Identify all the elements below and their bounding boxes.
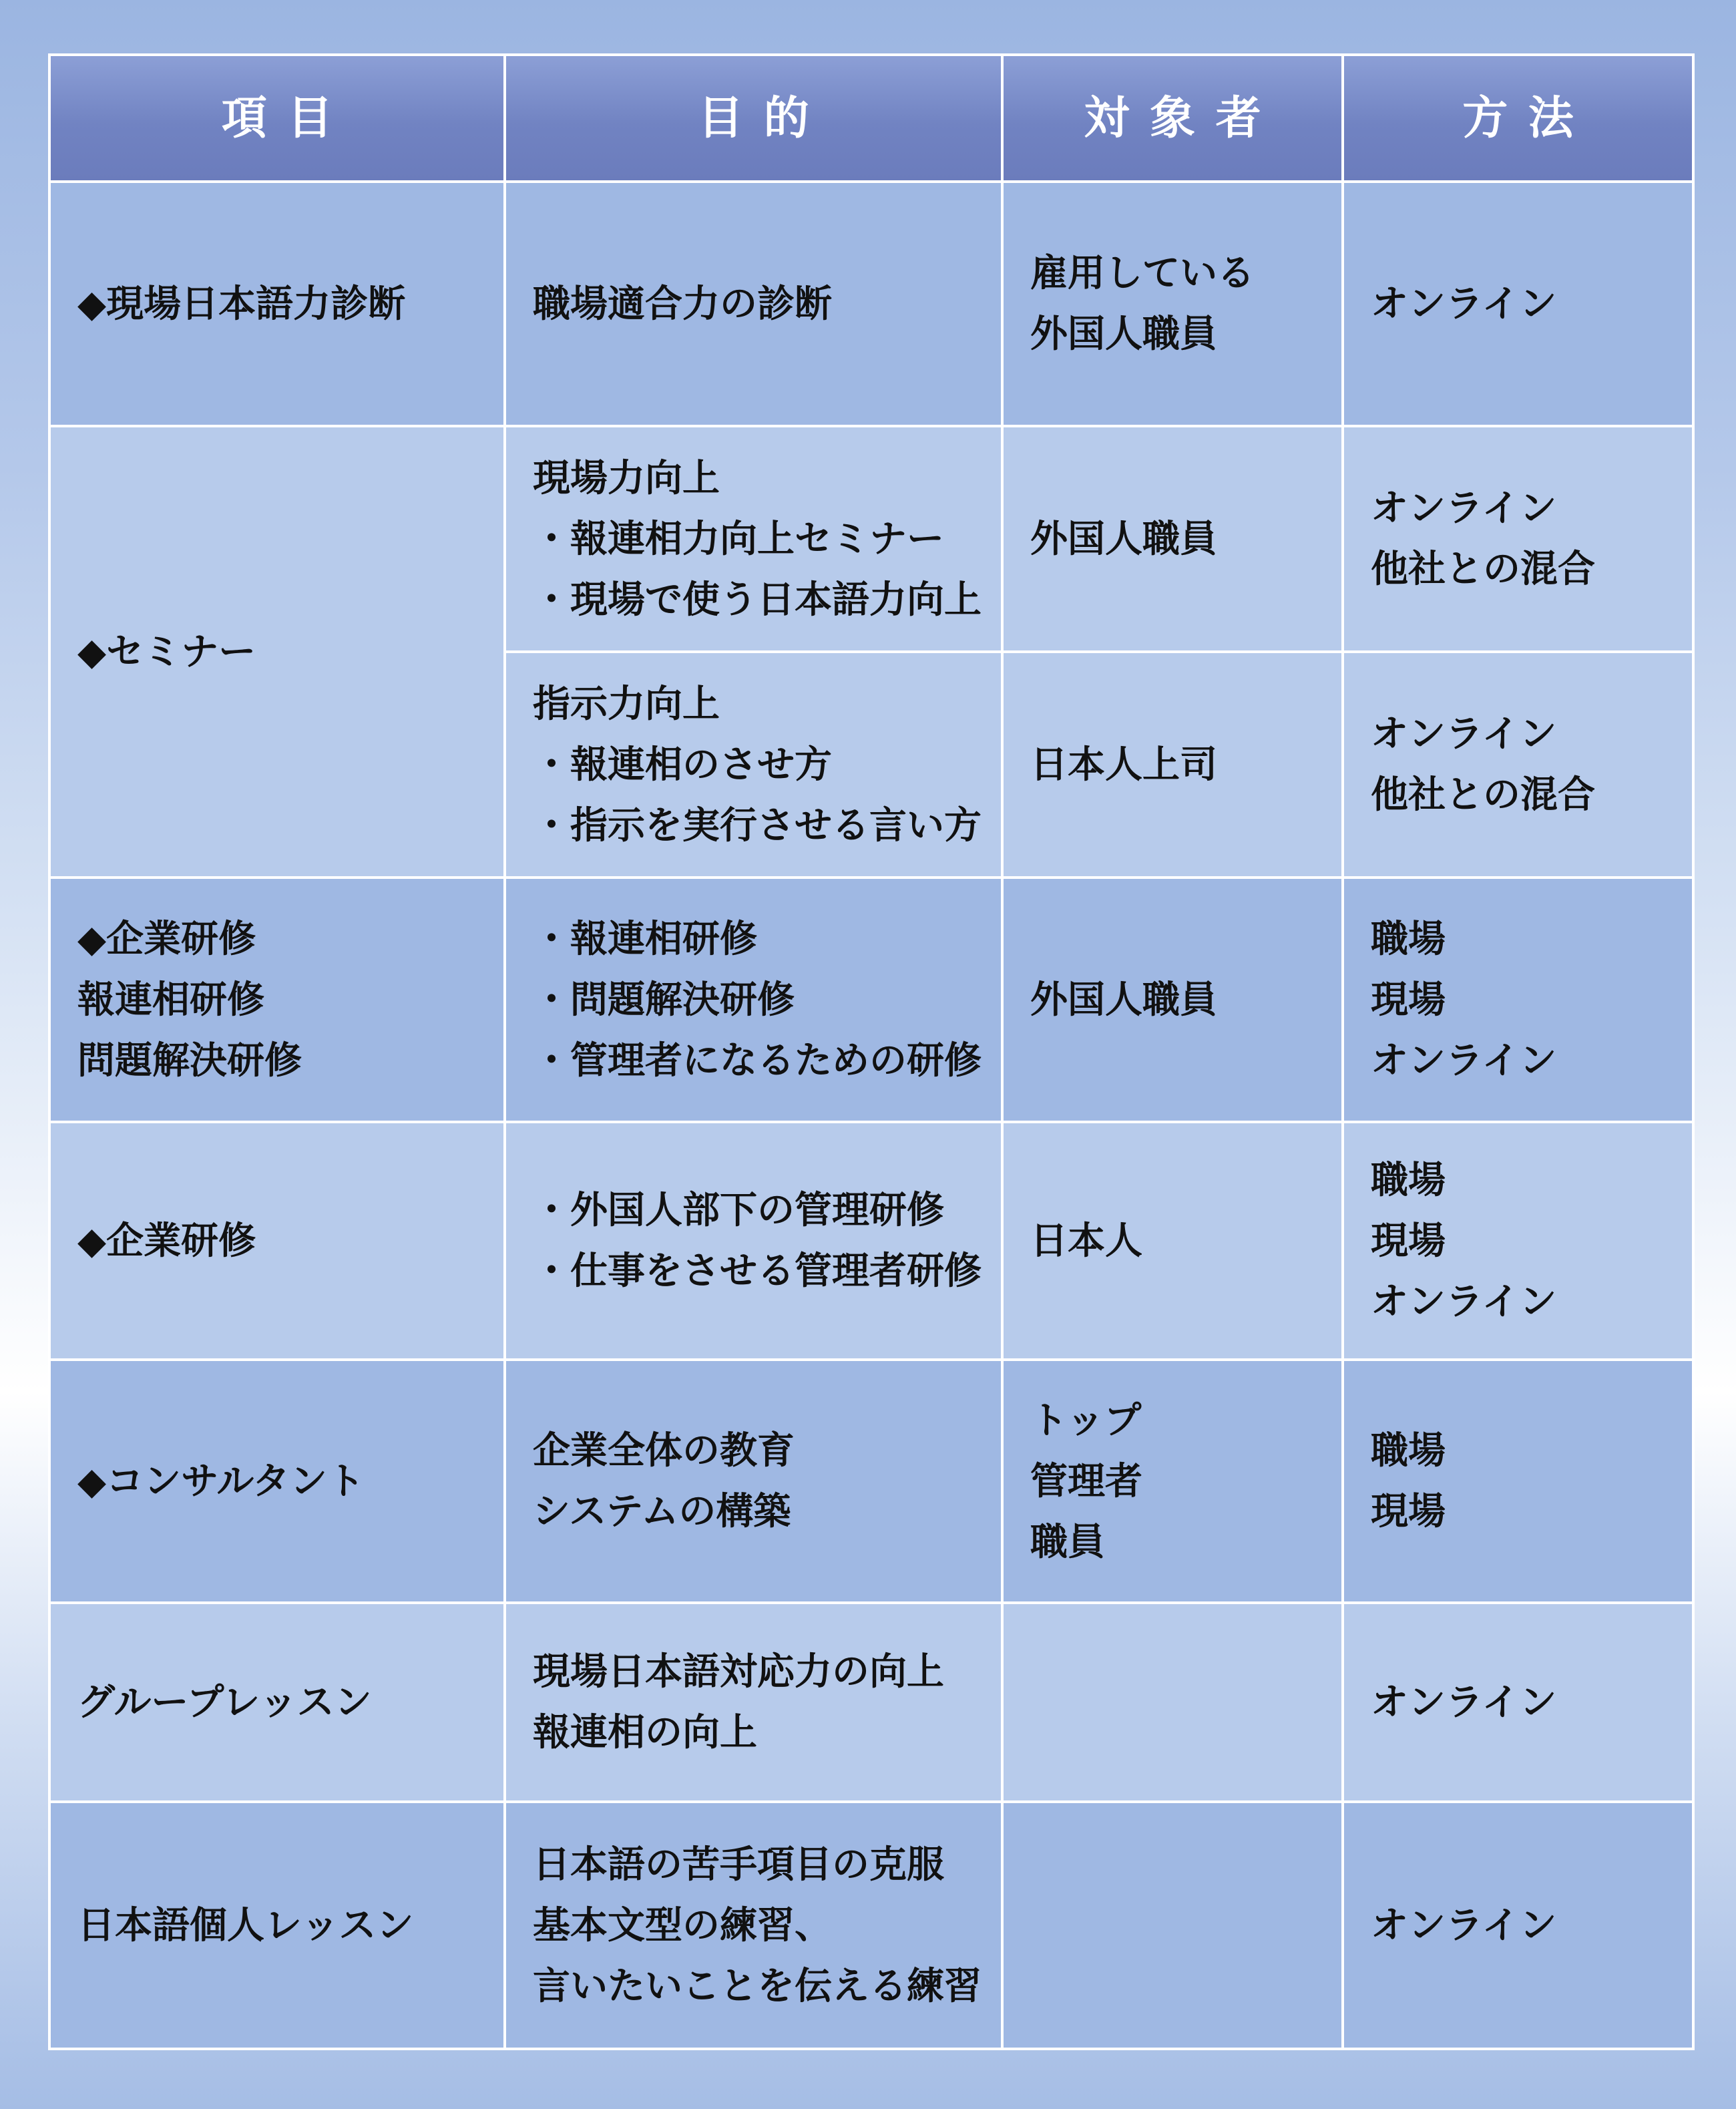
method-cell xyxy=(1343,1122,1693,1360)
header-method: 方法 xyxy=(1343,55,1693,182)
purpose-line: 企業全体の教育 xyxy=(533,1429,795,1473)
item-line: 問題解決研修 xyxy=(77,1038,302,1083)
purpose-line: 指示力向上 xyxy=(533,682,720,726)
method-line: オンライン xyxy=(1371,1038,1557,1083)
purpose-cell xyxy=(505,1802,1002,2049)
purpose-line: 現場日本語対応力の向上 xyxy=(533,1650,944,1694)
item-cell xyxy=(49,182,505,426)
target-cell xyxy=(1002,652,1343,878)
target-cell xyxy=(1002,1802,1343,2049)
target-cell xyxy=(1002,182,1343,426)
purpose-cell xyxy=(505,652,1002,878)
item-line: ◆企業研修 xyxy=(77,1219,256,1263)
target-line: トップ xyxy=(1030,1398,1142,1443)
method-cell xyxy=(1343,1603,1693,1802)
method-cell xyxy=(1343,182,1693,426)
method-cell xyxy=(1343,652,1693,878)
method-line: オンライン xyxy=(1371,1280,1557,1324)
item-line: ◆コンサルタント xyxy=(77,1459,365,1503)
method-line: 職場 xyxy=(1371,1429,1446,1473)
table-row xyxy=(49,1360,1693,1603)
item-cell xyxy=(49,878,505,1122)
purpose-line: 日本語の苦手項目の克服 xyxy=(533,1843,944,1887)
table-row xyxy=(49,1122,1693,1360)
purpose-line: ・現場で使う日本語力向上 xyxy=(533,578,982,622)
target-line: 管理者 xyxy=(1030,1459,1142,1503)
target-cell xyxy=(1002,1603,1343,1802)
purpose-cell xyxy=(505,1603,1002,1802)
item-cell xyxy=(49,1122,505,1360)
purpose-line: 職場適合力の診断 xyxy=(533,282,832,326)
purpose-cell xyxy=(505,1122,1002,1360)
target-line: 外国人職員 xyxy=(1030,978,1217,1022)
target-cell xyxy=(1002,426,1343,652)
item-cell xyxy=(49,426,505,878)
services-table-container xyxy=(48,53,1692,2050)
services-table xyxy=(48,53,1695,2050)
purpose-line: 基本文型の練習、 xyxy=(533,1903,832,1947)
method-line: 現場 xyxy=(1371,1219,1446,1263)
purpose-line: ・問題解決研修 xyxy=(533,978,795,1022)
method-line: 他社との混合 xyxy=(1371,548,1595,591)
method-cell xyxy=(1343,1360,1693,1603)
item-line: ◆現場日本語力診断 xyxy=(77,282,406,326)
purpose-cell xyxy=(505,182,1002,426)
method-cell xyxy=(1343,426,1693,652)
target-line: 日本人上司 xyxy=(1030,743,1217,787)
table-row xyxy=(49,1603,1693,1802)
target-cell xyxy=(1002,1122,1343,1360)
purpose-line: ・報連相のさせ方 xyxy=(533,743,832,787)
target-cell xyxy=(1002,878,1343,1122)
header-item: 項目 xyxy=(49,55,505,182)
target-line: 日本人 xyxy=(1030,1219,1142,1263)
method-cell xyxy=(1343,878,1693,1122)
purpose-line: 現場力向上 xyxy=(533,456,720,500)
target-cell xyxy=(1002,1360,1343,1603)
table-row xyxy=(49,182,1693,426)
method-cell xyxy=(1343,1802,1693,2049)
method-line: オンライン xyxy=(1371,1903,1557,1947)
method-line: 職場 xyxy=(1371,1158,1446,1202)
purpose-line: ・管理者になるための研修 xyxy=(533,1038,982,1083)
purpose-line: ・仕事をさせる管理者研修 xyxy=(533,1250,982,1293)
method-line: オンライン xyxy=(1371,1680,1557,1724)
item-cell xyxy=(49,1603,505,1802)
method-line: 職場 xyxy=(1371,917,1446,961)
method-line: オンライン xyxy=(1371,282,1557,326)
purpose-line: ・指示を実行させる言い方 xyxy=(533,803,982,847)
target-line: 雇用している xyxy=(1030,252,1255,295)
item-cell xyxy=(49,1802,505,2049)
method-line: 他社との混合 xyxy=(1371,773,1595,817)
purpose-line: ・報連相研修 xyxy=(533,917,757,961)
table-row xyxy=(49,426,1693,652)
purpose-cell xyxy=(505,426,1002,652)
purpose-line: 言いたいことを伝える練習 xyxy=(533,1964,982,2008)
purpose-cell xyxy=(505,878,1002,1122)
method-line: オンライン xyxy=(1371,713,1557,756)
header-target: 対象者 xyxy=(1002,55,1343,182)
item-line: 日本語個人レッスン xyxy=(77,1903,414,1947)
target-line: 職員 xyxy=(1030,1520,1105,1564)
purpose-line: ・報連相力向上セミナー xyxy=(533,517,944,561)
purpose-cell xyxy=(505,1360,1002,1603)
table-row xyxy=(49,1802,1693,2049)
target-line: 外国人職員 xyxy=(1030,517,1217,561)
header-purpose: 目的 xyxy=(505,55,1002,182)
method-line: 現場 xyxy=(1371,978,1446,1022)
purpose-line: ・外国人部下の管理研修 xyxy=(533,1189,944,1232)
method-line: 現場 xyxy=(1371,1490,1446,1533)
item-cell xyxy=(49,1360,505,1603)
item-line: ◆セミナー xyxy=(77,630,256,674)
target-line: 外国人職員 xyxy=(1030,313,1217,356)
item-line: ◆企業研修 xyxy=(77,917,256,961)
purpose-line: システムの構築 xyxy=(533,1490,791,1533)
table-row xyxy=(49,878,1693,1122)
purpose-line: 報連相の向上 xyxy=(533,1711,757,1754)
header-row xyxy=(49,55,1693,182)
method-line: オンライン xyxy=(1371,487,1557,530)
item-line: 報連相研修 xyxy=(77,978,264,1022)
item-line: グループレッスン xyxy=(77,1680,372,1724)
